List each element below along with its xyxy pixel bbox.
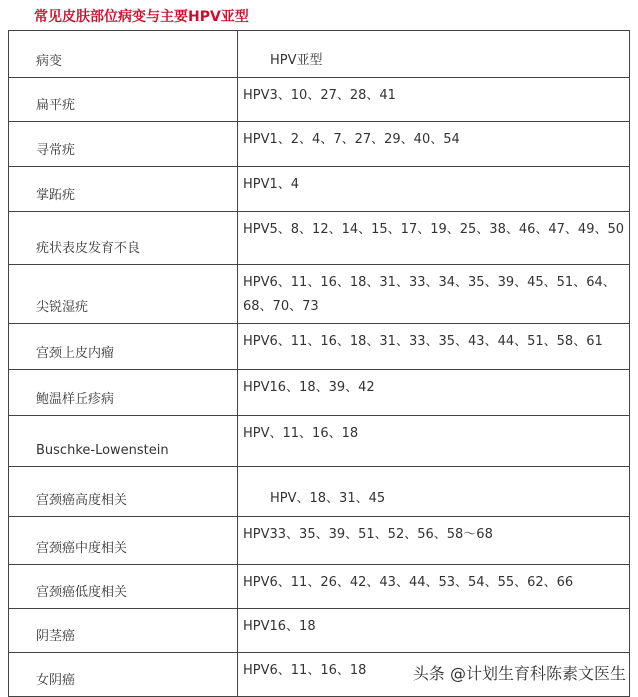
lesion-name: 掌跖疣 xyxy=(36,188,76,203)
lesion-name: 宫颈癌低度相关 xyxy=(36,585,128,600)
table-row xyxy=(9,609,630,653)
hpv-types: HPV6、11、16、18、31、33、35、43、44、51、58、61 xyxy=(243,334,603,349)
lesion-name: 尖锐湿疣 xyxy=(36,300,89,315)
table-row xyxy=(9,467,630,517)
lesion-name: 宫颈癌高度相关 xyxy=(36,493,128,508)
lesion-name: 鲍温样丘疹病 xyxy=(36,392,115,407)
hpv-types: HPV6、11、16、18 xyxy=(243,663,367,678)
lesion-cell xyxy=(9,212,238,265)
lesion-cell xyxy=(9,78,238,122)
lesion-cell xyxy=(9,122,238,167)
lesion-name: 宫颈上皮内瘤 xyxy=(36,346,115,361)
hpv-types: HPV6、11、16、18、31、33、34、35、39、45、51、64、68、70、73 xyxy=(243,275,616,314)
hpv-types: HPV16、18、39、42 xyxy=(243,380,375,395)
table-header-row xyxy=(9,31,630,78)
hpv-types-cell xyxy=(238,167,630,212)
hpv-types-cell xyxy=(238,370,630,416)
table-row xyxy=(9,565,630,609)
hpv-types: HPV5、8、12、14、15、17、19、25、38、46、47、49、50 xyxy=(243,222,625,237)
lesion-cell xyxy=(9,517,238,565)
header-types xyxy=(238,31,630,78)
hpv-types-cell xyxy=(238,565,630,609)
lesion-name: 扁平疣 xyxy=(36,98,76,113)
hpv-types-cell xyxy=(238,609,630,653)
lesion-cell xyxy=(9,653,238,697)
hpv-types-cell xyxy=(238,517,630,565)
table-title: 常见皮肤部位病变与主要HPV亚型 xyxy=(34,9,249,25)
hpv-types: HPV33、35、39、51、52、56、58～68 xyxy=(243,527,493,542)
lesion-name: Buschke-Lowenstein xyxy=(36,443,169,458)
table-row xyxy=(9,370,630,416)
hpv-types-cell xyxy=(238,122,630,167)
header-lesion xyxy=(9,31,238,78)
hpv-types: HPV6、11、26、42、43、44、53、54、55、62、66 xyxy=(243,575,574,590)
hpv-types: HPV3、10、27、28、41 xyxy=(243,88,396,103)
lesion-name: 寻常疣 xyxy=(36,143,76,158)
table-row xyxy=(9,122,630,167)
hpv-types: HPV16、18 xyxy=(243,619,316,634)
lesion-name: 宫颈癌中度相关 xyxy=(36,541,128,556)
table-row xyxy=(9,212,630,265)
header-types-text: HPV亚型 xyxy=(270,53,323,68)
header-lesion-text: 病变 xyxy=(36,54,63,69)
hpv-types-cell xyxy=(238,78,630,122)
table-row xyxy=(9,416,630,467)
table-row xyxy=(9,324,630,370)
hpv-types-cell xyxy=(238,416,630,467)
hpv-types-cell xyxy=(238,467,630,517)
lesion-cell xyxy=(9,324,238,370)
lesion-cell xyxy=(9,609,238,653)
hpv-types-cell xyxy=(238,212,630,265)
hpv-types: HPV、18、31、45 xyxy=(270,491,386,506)
lesion-name: 疣状表皮发育不良 xyxy=(36,241,141,256)
lesion-cell xyxy=(9,416,238,467)
hpv-table xyxy=(8,30,630,697)
lesion-cell xyxy=(9,167,238,212)
table-row xyxy=(9,167,630,212)
watermark: 头条 @计划生育科陈素文医生 xyxy=(412,664,626,683)
lesion-cell xyxy=(9,467,238,517)
hpv-types: HPV1、2、4、7、27、29、40、54 xyxy=(243,132,460,147)
lesion-cell xyxy=(9,265,238,324)
table-row xyxy=(9,78,630,122)
table-row xyxy=(9,517,630,565)
lesion-cell xyxy=(9,565,238,609)
lesion-name: 阴茎癌 xyxy=(36,629,76,644)
table-row xyxy=(9,265,630,324)
hpv-types-cell xyxy=(238,265,630,324)
hpv-types-cell xyxy=(238,324,630,370)
lesion-cell xyxy=(9,370,238,416)
hpv-types: HPV1、4 xyxy=(243,177,300,192)
lesion-name: 女阴癌 xyxy=(36,673,76,688)
hpv-types: HPV、11、16、18 xyxy=(243,426,359,441)
